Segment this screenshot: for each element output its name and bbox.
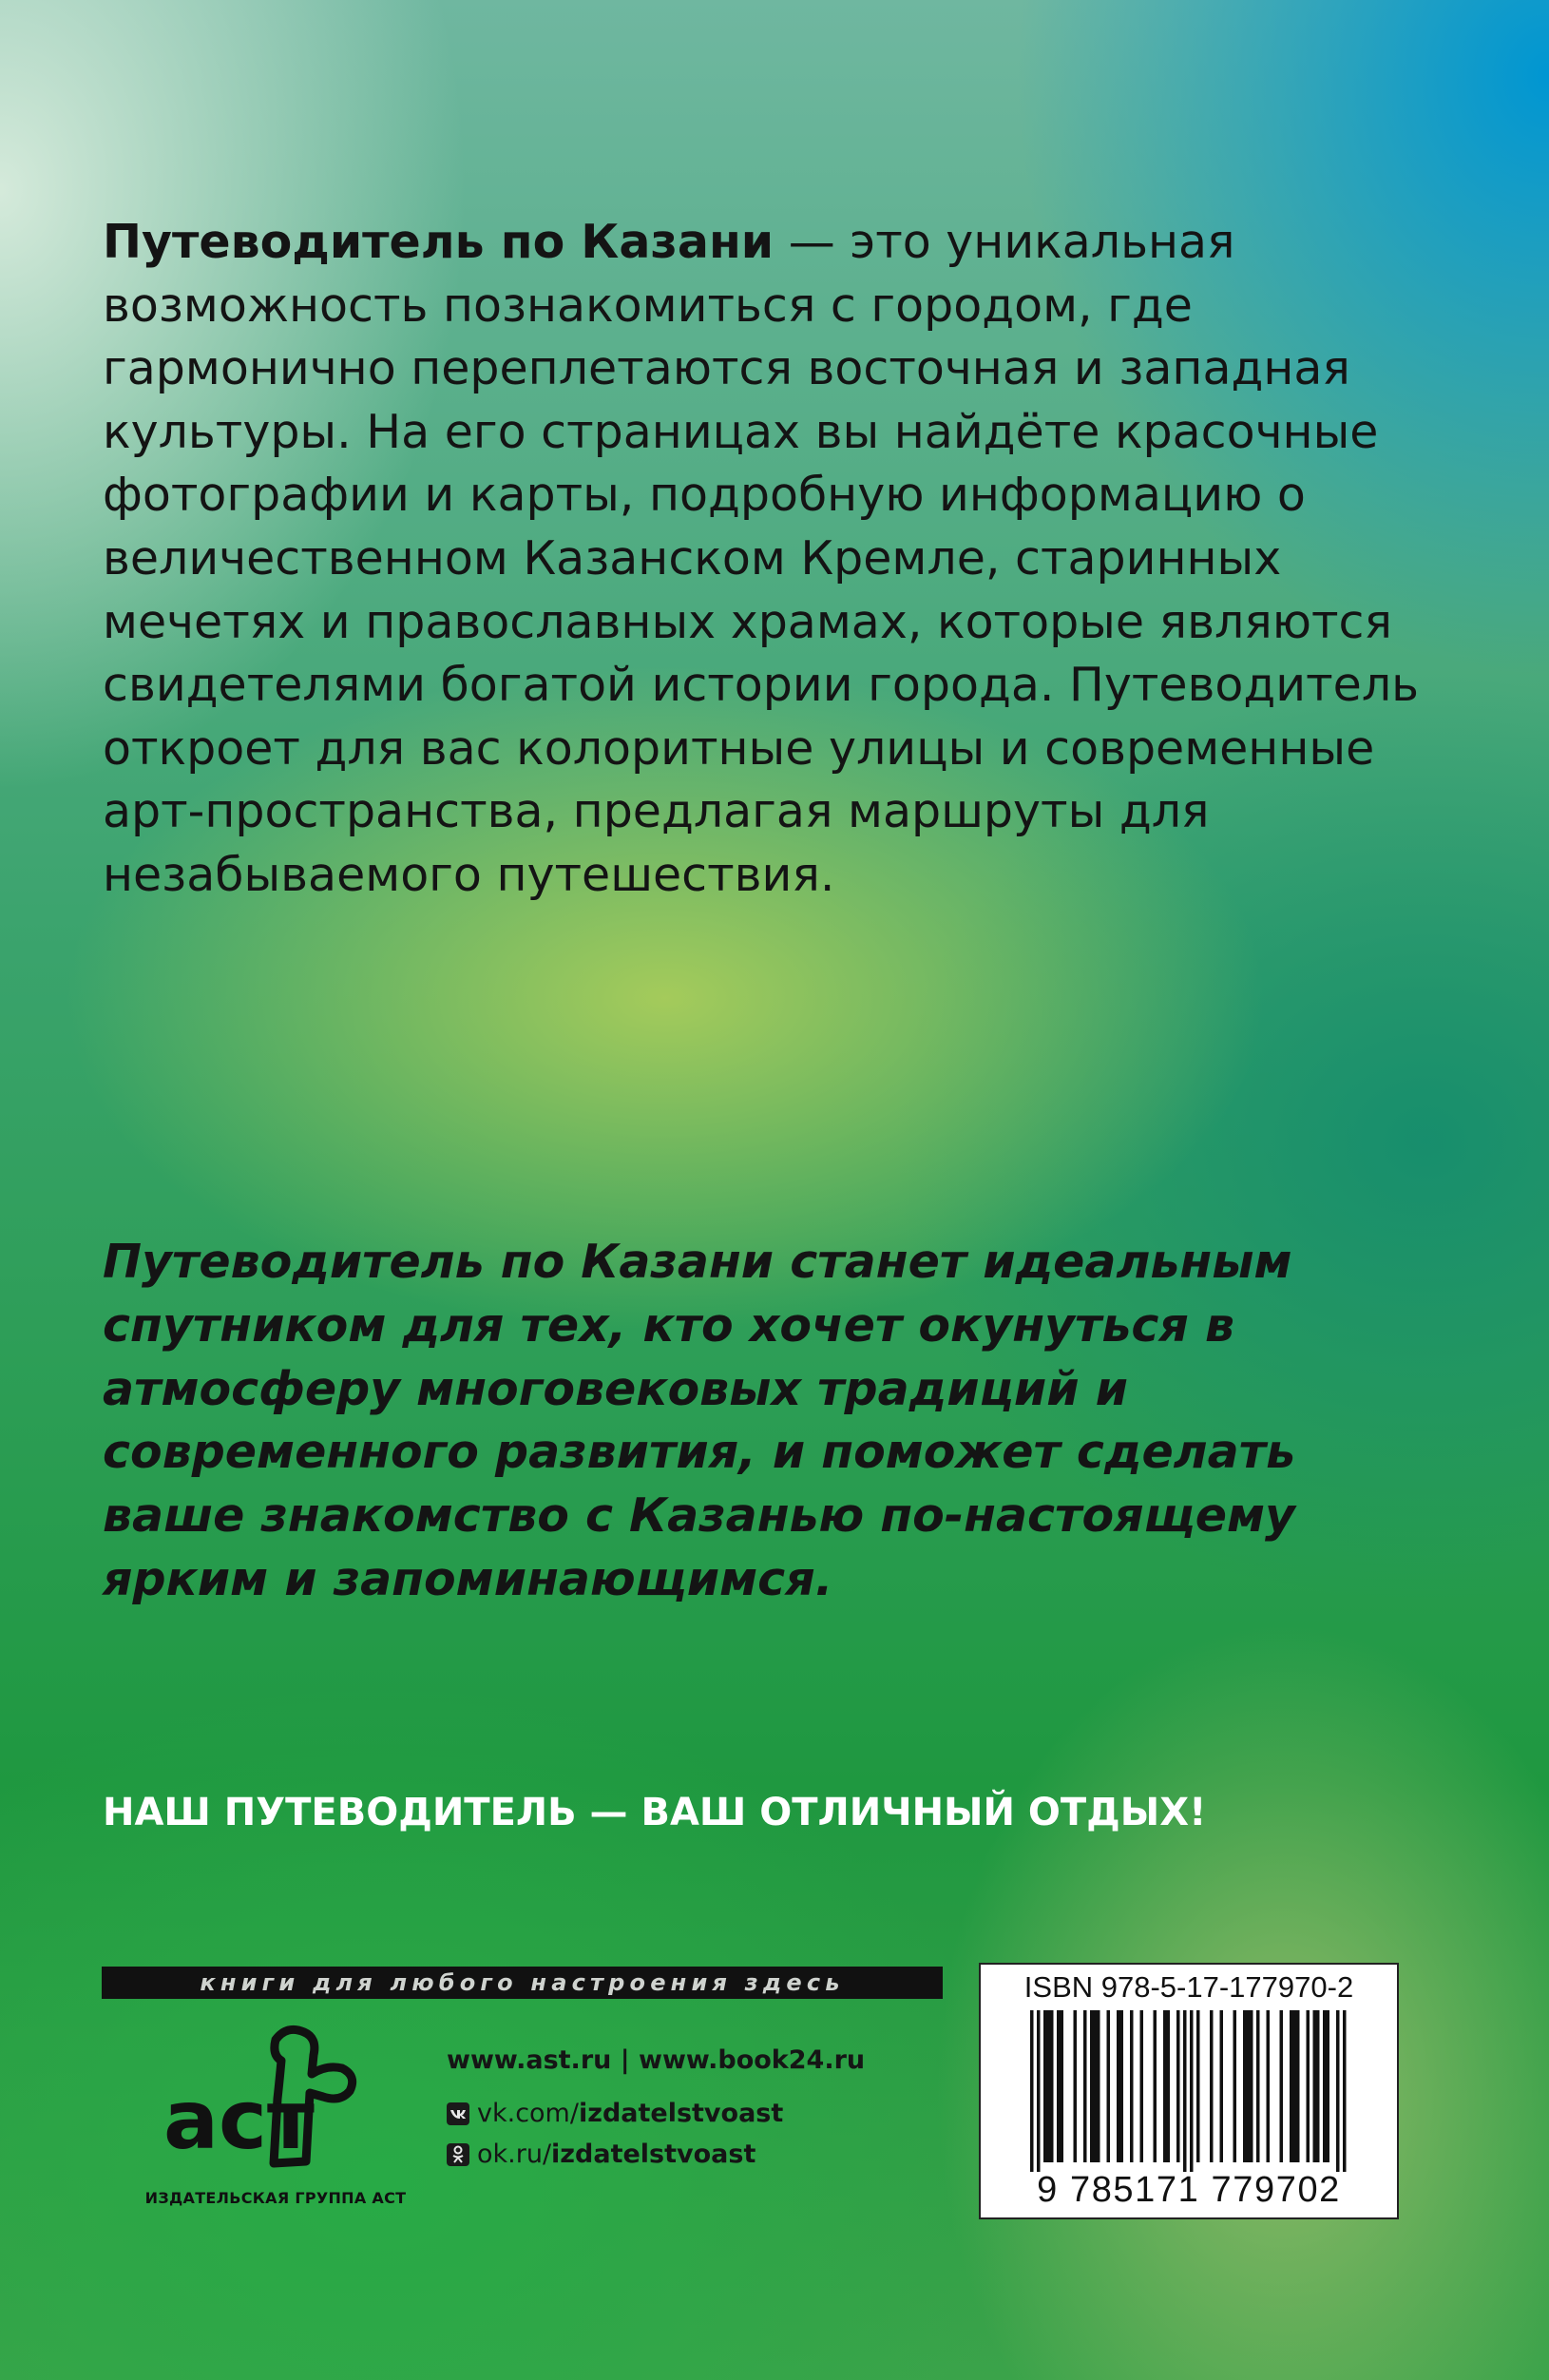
barcode-bar xyxy=(1190,2010,1194,2172)
barcode-bar xyxy=(1057,2010,1061,2162)
barcode-bar xyxy=(1336,2010,1340,2172)
barcode-bar xyxy=(1327,2010,1330,2162)
isbn-number: ISBN 978-5-17-177970-2 xyxy=(1023,1970,1354,2004)
vk-icon xyxy=(447,2102,469,2125)
description-text: — это уникальная возможность познакомиться с городом, где гармонично переплетаются восточная и западная культуры. На его страницах вы найдёте красочные фотографии и карты, подробную информацию о величественном Казанском Кремле, старинных мечетях и православных храмах, которые являются свидетелями богатой истории города. Путеводитель откроет для вас колоритные улицы и современные арт-пространства, предлагая маршруты для незабываемого путешествия. xyxy=(103,215,1420,902)
barcode-bar xyxy=(1097,2010,1100,2162)
barcode-bar xyxy=(1196,2010,1200,2162)
isbn-barcode xyxy=(979,1963,1399,2219)
description-paragraph xyxy=(103,211,1452,908)
barcode-bar xyxy=(1043,2010,1047,2162)
barcode-bar xyxy=(1316,2010,1320,2162)
ok-link[interactable] xyxy=(447,2140,755,2169)
tagline-strip: книги для любого настроения здесь xyxy=(102,1967,943,1999)
barcode-bar xyxy=(1030,2010,1034,2172)
barcode-bar xyxy=(1290,2010,1293,2162)
barcode-bar xyxy=(1090,2010,1094,2162)
barcode-bar xyxy=(1293,2010,1297,2162)
barcode-bar xyxy=(1343,2010,1347,2172)
barcode-bar xyxy=(1050,2010,1054,2162)
barcode-bar xyxy=(1247,2010,1251,2162)
slogan: НАШ ПУТЕВОДИТЕЛЬ — ВАШ ОТЛИЧНЫЙ ОТДЫХ! xyxy=(103,1791,1207,1834)
vk-handle: izdatelstvoast xyxy=(578,2099,784,2128)
barcode-bar xyxy=(1163,2010,1167,2162)
barcode-bar xyxy=(1117,2010,1120,2162)
barcode-bar xyxy=(1140,2010,1144,2162)
quote-paragraph: Путеводитель по Казани станет идеальным спутником для тех, кто хочет окунуться в атмосферу многовековых традиций и современного развития, и поможет сделать ваше знакомство с Казанью по-настоящему ярким и запоминающимся. xyxy=(103,1235,1296,1606)
publisher-websites[interactable]: www.ast.ru | www.book24.ru xyxy=(447,2045,866,2075)
logo-text: аст xyxy=(163,2073,315,2168)
barcode-bar xyxy=(1167,2010,1171,2162)
ast-logo-icon xyxy=(160,2023,378,2175)
barcode-digits: 9 785171 779702 xyxy=(1037,2170,1341,2210)
barcode-bar xyxy=(1120,2010,1124,2162)
vk-domain: vk.com/ xyxy=(477,2099,579,2128)
barcode-bars xyxy=(1030,2010,1349,2172)
barcode-bar xyxy=(1280,2010,1284,2162)
publisher-caption: ИЗДАТЕЛЬСКАЯ ГРУППА АСТ xyxy=(144,2189,407,2207)
vk-link[interactable] xyxy=(447,2099,783,2128)
barcode-bar xyxy=(1037,2010,1041,2172)
description-title: Путеводитель по Казани xyxy=(103,215,774,269)
barcode-bar xyxy=(1210,2010,1214,2162)
barcode-bar xyxy=(1094,2010,1098,2162)
ok-icon xyxy=(447,2143,469,2166)
barcode-bar xyxy=(1313,2010,1317,2162)
ok-handle: izdatelstvoast xyxy=(551,2140,756,2169)
barcode-bar xyxy=(1061,2010,1064,2162)
barcode-bar xyxy=(1243,2010,1247,2162)
barcode-bar xyxy=(1323,2010,1327,2162)
barcode-bar xyxy=(1296,2010,1300,2162)
barcode-bar xyxy=(1083,2010,1087,2162)
barcode-bar xyxy=(1307,2010,1310,2162)
barcode-bar xyxy=(1267,2010,1271,2162)
barcode-bar xyxy=(1183,2010,1187,2172)
barcode-bar xyxy=(1250,2010,1253,2162)
barcode-bar xyxy=(1107,2010,1111,2162)
barcode-bar xyxy=(1220,2010,1224,2162)
barcode-bar xyxy=(1074,2010,1078,2162)
barcode-bar xyxy=(1176,2010,1180,2162)
barcode-bar xyxy=(1233,2010,1237,2162)
barcode-bar xyxy=(1154,2010,1157,2162)
barcode-bar xyxy=(1047,2010,1051,2162)
barcode-bar xyxy=(1130,2010,1134,2162)
barcode-bar xyxy=(1256,2010,1260,2162)
ok-domain: ok.ru/ xyxy=(477,2140,552,2169)
